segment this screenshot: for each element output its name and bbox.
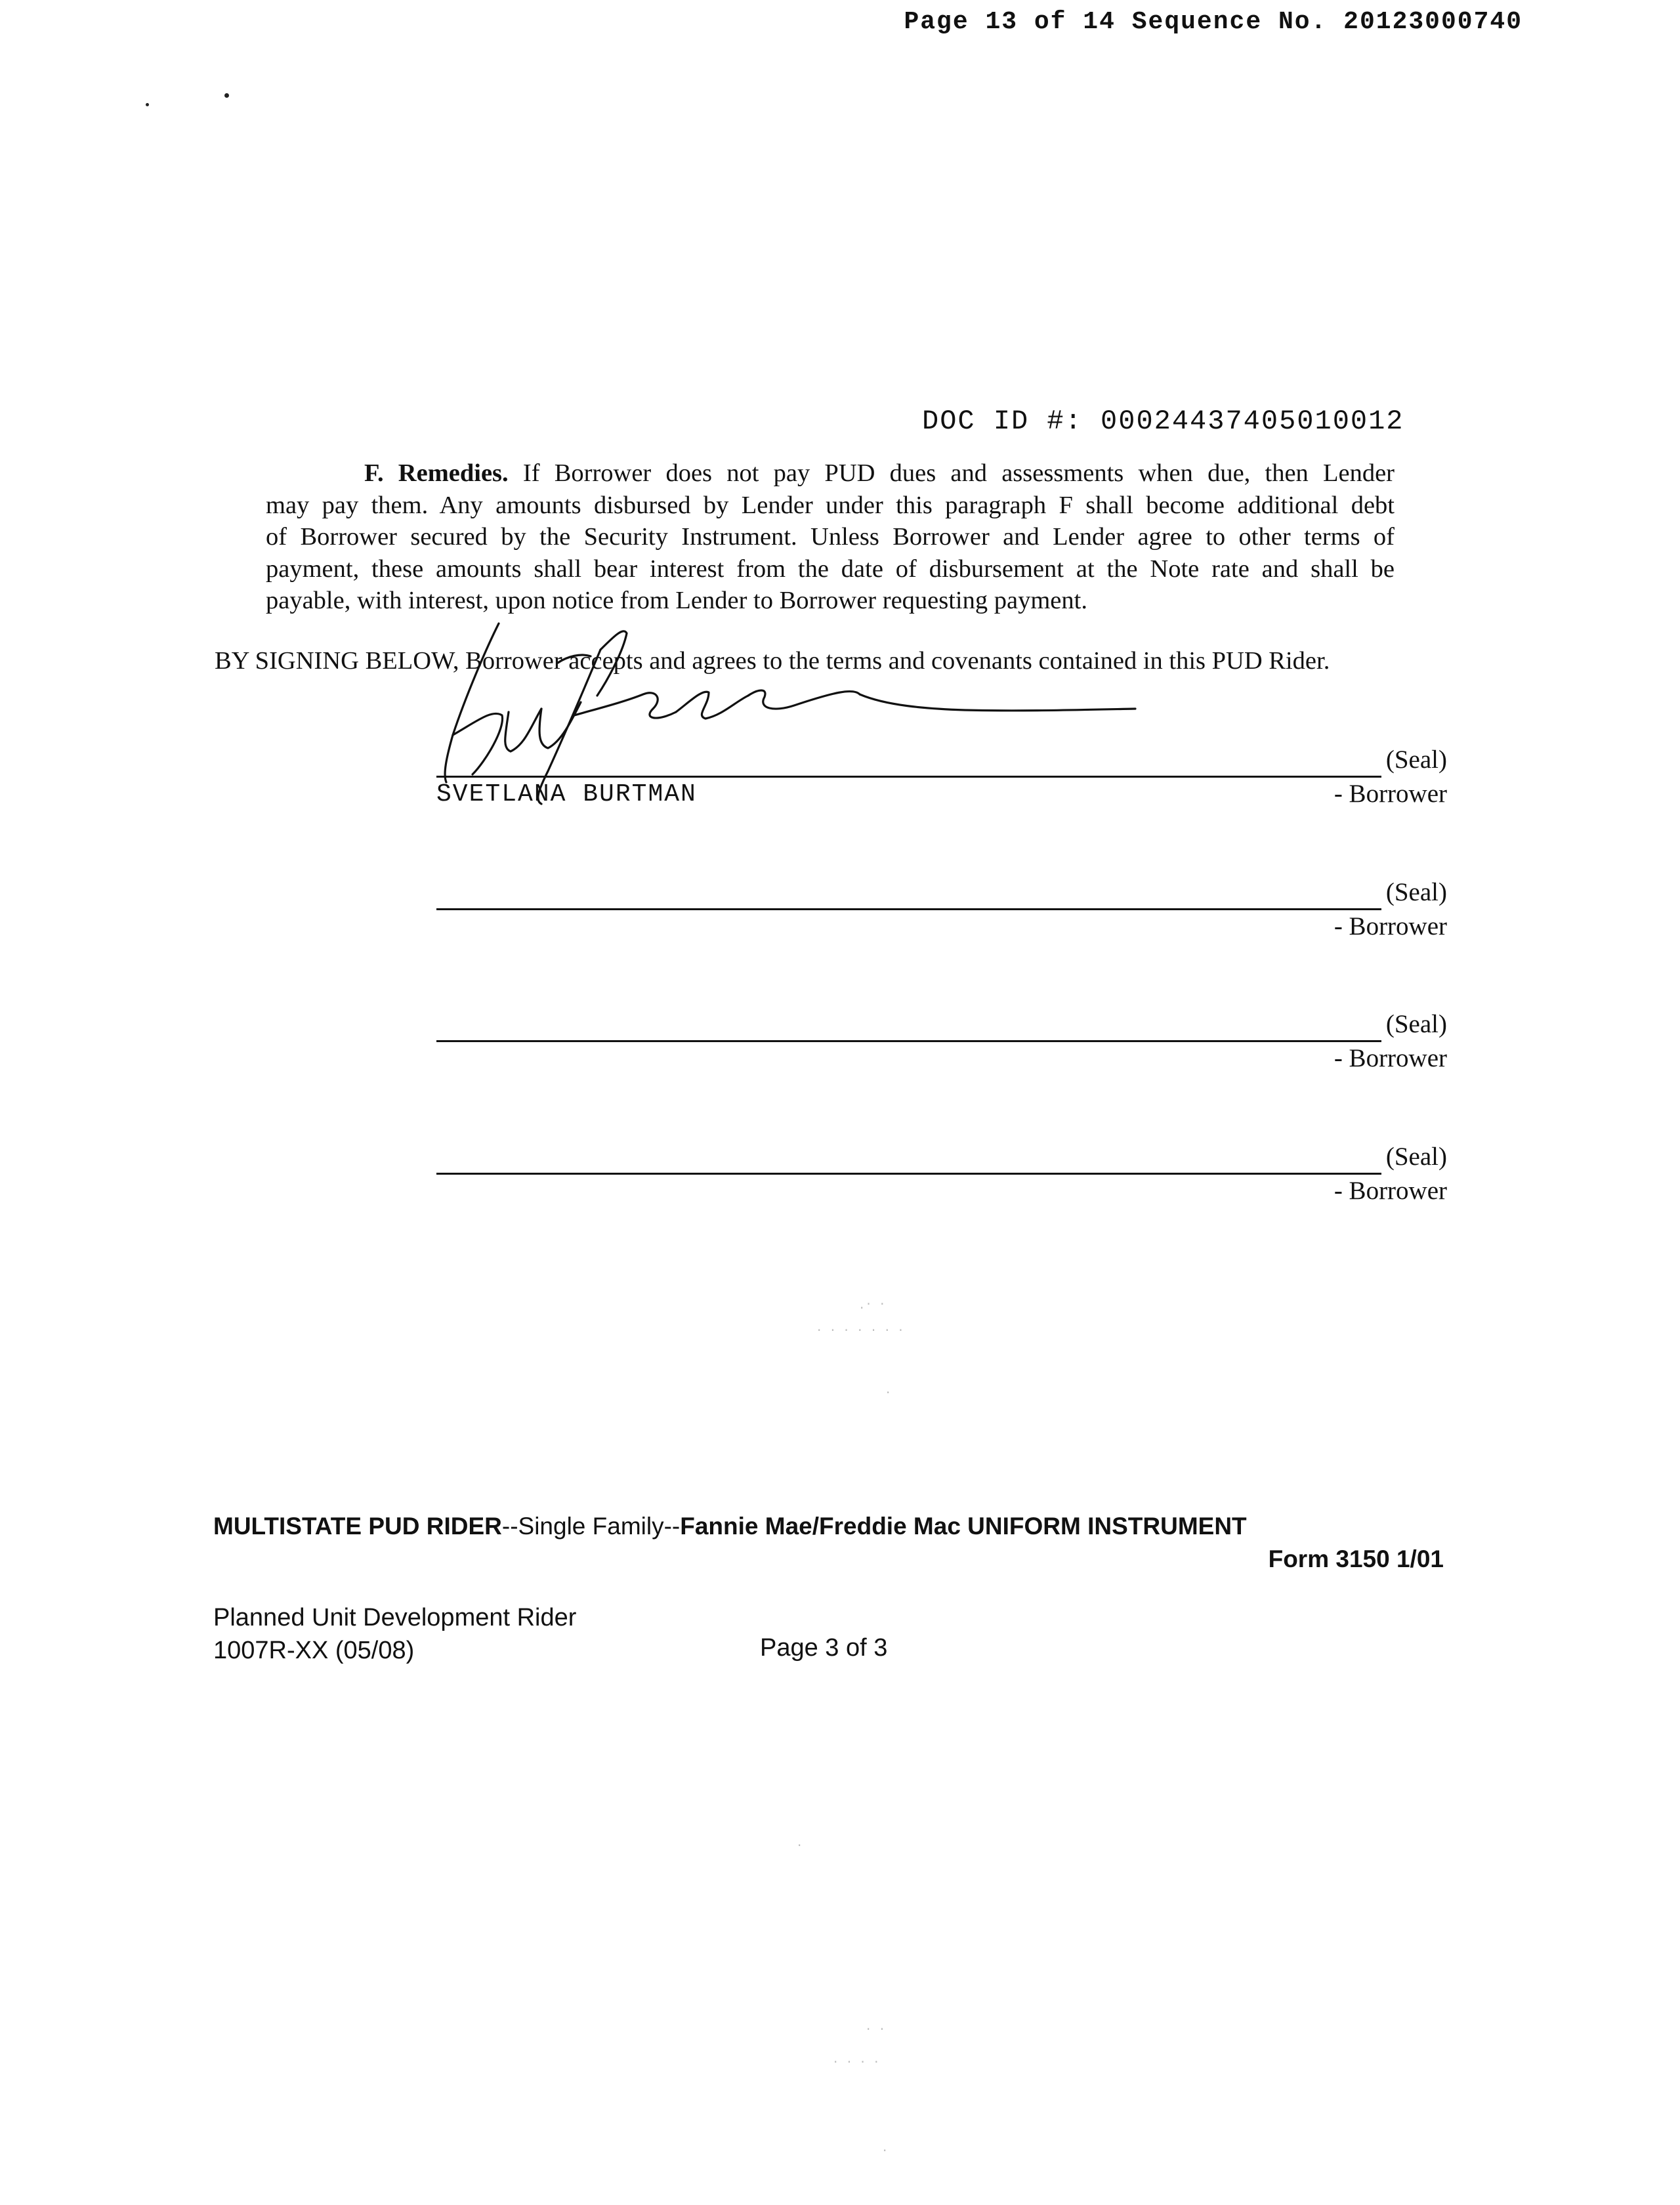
borrower-label: - Borrower (1334, 780, 1447, 808)
form-title-part: --Single Family-- (501, 1513, 681, 1540)
agreement-statement: BY SIGNING BELOW, Borrower accepts and agrees to the terms and covenants contained in this PUD Rider. (215, 647, 1330, 675)
scan-speck (146, 103, 149, 106)
scan-speck (224, 93, 229, 98)
seal-label: (Seal) (1385, 746, 1447, 774)
remedies-line: may pay them. Any amounts disbursed by Lender under this paragraph F shall become additional debt (266, 491, 1395, 519)
scan-artifact: · · · · · · · (817, 1322, 906, 1338)
scan-artifact: .· · (860, 1296, 887, 1312)
remedies-line: of Borrower secured by the Security Instrument. Unless Borrower and Lender agree to other terms of (266, 523, 1395, 551)
signer-name: SVETLANA BURTMAN (436, 780, 697, 808)
form-number: Form 3150 1/01 (1268, 1545, 1444, 1572)
form-title-part: Fannie Mae/Freddie Mac UNIFORM INSTRUMENT (680, 1513, 1247, 1540)
scan-artifact: · (883, 2143, 890, 2158)
remedies-line: payable, with interest, upon notice from Lender to Borrower requesting payment. (266, 587, 1087, 614)
handwritten-signature (427, 610, 1181, 807)
borrower-label: - Borrower (1334, 912, 1447, 940)
form-title-part: MULTISTATE PUD RIDER (213, 1513, 502, 1540)
scan-artifact: · · · · (833, 2054, 881, 2070)
page-sequence-header: Page 13 of 14 Sequence No. 20123000740 (904, 8, 1522, 36)
signature-block-4 (436, 1135, 1447, 1208)
signature-line (436, 1173, 1381, 1175)
scan-artifact: · (886, 1385, 893, 1400)
remedies-line (266, 457, 1395, 490)
document-name: Planned Unit Development Rider (213, 1604, 577, 1631)
scan-artifact: · · (866, 2021, 887, 2037)
doc-id: DOC ID #: 00024437405010012 (922, 406, 1404, 437)
signature-block-2 (436, 871, 1447, 943)
footer-document-info (213, 1601, 576, 1667)
seal-label: (Seal) (1385, 1143, 1447, 1171)
signature-line (436, 1040, 1381, 1042)
page-number: Page 3 of 3 (760, 1634, 888, 1662)
signature-line (436, 908, 1381, 910)
signature-block-3 (436, 1003, 1447, 1075)
borrower-label: - Borrower (1334, 1177, 1447, 1205)
remedies-heading: F. Remedies. (364, 459, 509, 487)
remedies-line: payment, these amounts shall bear interest from the date of disbursement at the Note rate and shall be (266, 555, 1395, 583)
scan-artifact: · (797, 1838, 805, 1853)
document-code: 1007R-XX (05/08) (213, 1637, 415, 1664)
seal-label: (Seal) (1385, 878, 1447, 906)
seal-label: (Seal) (1385, 1010, 1447, 1038)
remedies-line-text: If Borrower does not pay PUD dues and assessments when due, then Lender (522, 459, 1395, 487)
borrower-label: - Borrower (1334, 1044, 1447, 1072)
form-title (213, 1513, 1247, 1540)
remedies-paragraph (266, 457, 1395, 617)
